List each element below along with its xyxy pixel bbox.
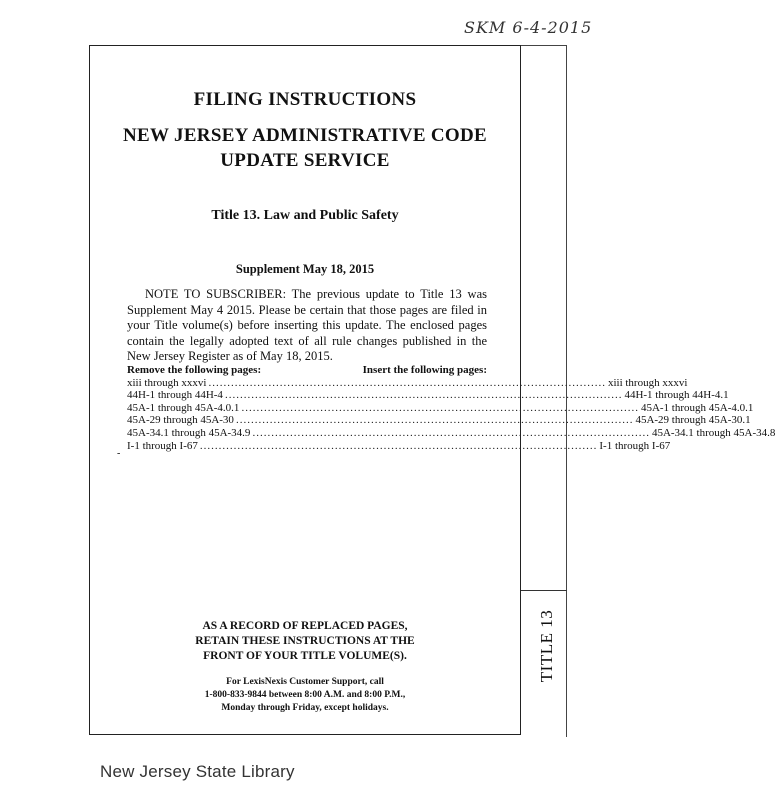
remove-pages: I-1 through I-67 xyxy=(127,439,198,452)
code-heading-line2: UPDATE SERVICE xyxy=(220,150,390,171)
remove-header: Remove the following pages: xyxy=(127,364,262,376)
support-line-1: For LexisNexis Customer Support, call xyxy=(226,677,384,687)
margin-tick: - xyxy=(117,448,121,459)
table-row xyxy=(127,414,751,427)
support-line-3: Monday through Friday, except holidays. xyxy=(221,703,389,713)
leader-dots: .......................................................................................................... xyxy=(208,376,606,389)
insert-pages: 44H-1 through 44H-4.1 xyxy=(624,389,729,402)
subscriber-note: NOTE TO SUBSCRIBER: The previous update to Title 13 was Supplement May 4 2015. Please be certain that those pages are filed in your Title volume(s) before inserting this update. The enclosed pages contain the legally adopted text of all rule changes published in the New Jersey Register as of May 18, 2015. xyxy=(127,287,487,364)
handwritten-note: SKM 6-4-2015 xyxy=(464,18,593,37)
remove-pages: 45A-34.1 through 45A-34.9 xyxy=(127,426,251,439)
leader-dots: .......................................................................................................... xyxy=(235,414,634,427)
insert-pages: xiii through xxxvi xyxy=(607,376,688,389)
record-line-2: RETAIN THESE INSTRUCTIONS AT THE xyxy=(195,635,415,647)
table-row xyxy=(127,426,775,440)
title-subject: Title 13. Law and Public Safety xyxy=(211,208,399,223)
support-line-2: 1-800-833-9844 between 8:00 A.M. and 8:00 P.M., xyxy=(204,690,406,700)
code-heading-line1: NEW JERSEY ADMINISTRATIVE CODE xyxy=(123,125,487,146)
insert-pages: 45A-29 through 45A-30.1 xyxy=(635,414,751,427)
table-row xyxy=(127,439,671,453)
title-tab-label: TITLE 13 xyxy=(537,609,557,683)
customer-support xyxy=(89,676,521,715)
record-line-1: AS A RECORD OF REPLACED PAGES, xyxy=(202,620,408,632)
record-instructions xyxy=(89,619,521,664)
leader-dots: .......................................................................................................... xyxy=(224,389,623,402)
remove-pages: xiii through xxxvi xyxy=(127,376,207,389)
table-row xyxy=(127,389,729,402)
title-tab-rule xyxy=(521,590,567,591)
page-replacement-table xyxy=(127,364,775,452)
title-tab xyxy=(529,606,565,686)
table-row xyxy=(127,376,688,390)
code-heading xyxy=(89,123,521,173)
table-row xyxy=(127,401,754,415)
insert-pages: 45A-1 through 45A-4.0.1 xyxy=(640,401,754,414)
insert-header: Insert the following pages: xyxy=(362,364,487,376)
insert-pages: I-1 through I-67 xyxy=(599,439,671,452)
leader-dots: .......................................................................................................... xyxy=(241,401,639,414)
record-line-3: FRONT OF YOUR TITLE VOLUME(S). xyxy=(203,650,407,662)
table-header xyxy=(127,364,487,377)
remove-pages: 45A-29 through 45A-30 xyxy=(127,414,234,427)
filing-instructions-heading: FILING INSTRUCTIONS xyxy=(193,89,417,110)
leader-dots: .......................................................................................................... xyxy=(252,426,650,439)
insert-pages: 45A-34.1 through 45A-34.8 xyxy=(651,426,775,439)
supplement-date: Supplement May 18, 2015 xyxy=(235,262,375,276)
leader-dots: .......................................................................................................... xyxy=(199,439,598,452)
remove-pages: 45A-1 through 45A-4.0.1 xyxy=(127,401,240,414)
library-stamp: New Jersey State Library xyxy=(100,762,295,781)
remove-pages: 44H-1 through 44H-4 xyxy=(127,389,223,402)
